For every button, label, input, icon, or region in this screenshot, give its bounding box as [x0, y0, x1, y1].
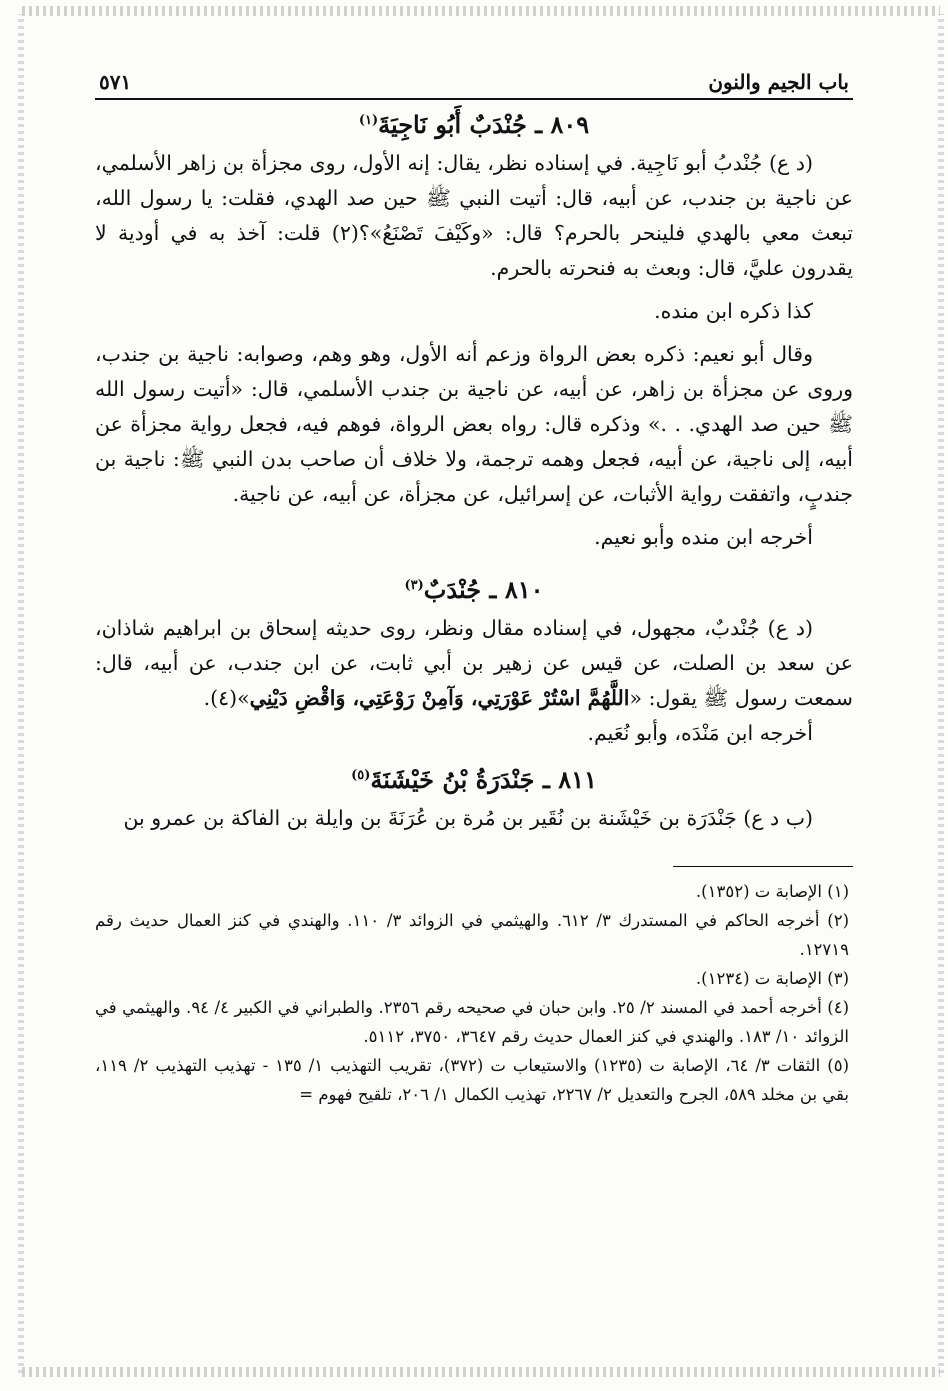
footnotes	[95, 877, 853, 1109]
page-border-right	[938, 14, 944, 1373]
text-line: رسول الله ﷺ حين صد الهدي. . .» وذكره قال: رواه بعض الرواة، فوهم فيه، فجعل رواية	[95, 377, 853, 436]
footnote-4: (٤) أخرجه أحمد في المسند ٢/ ٢٥. وابن حبان في صحيحه رقم ٢٣٥٦. والطبراني في الكبير ٤/ ٩٤. والهيثمي في الزوائد ١٠/ ١٨٣. والهندي في كنز العمال حديث رقم ٣٦٤٧، ٣٧٥٠، ٥١١٢.	[95, 998, 850, 1046]
page-border-left	[18, 14, 24, 1373]
entry-809-paragraph-4: أخرجه ابن منده وأبو نعيم.	[594, 525, 813, 549]
text-line: الأسلمي، عن ناجية بن جندب، عن أبيه، قال: أتيت النبي ﷺ حين صد الهدي، فقلت: يا	[95, 151, 853, 210]
page-number: ٥٧١	[99, 70, 132, 94]
book-page	[95, 58, 853, 1109]
footnote-1: (١) الإصابة ت (١٣٥٢).	[695, 882, 849, 901]
entry-810-paragraph-2: أخرجه ابن مَنْدَه، وأبو نُعَيم.	[587, 721, 813, 745]
text-line: رسول الله، تبعث معي بالهدي فلينحر بالحرم؟ قال: «وكَيْفَ تَصْنَعُ»؟(٢) قلت: آخذ به في أودية	[95, 186, 853, 245]
page-border-top	[22, 6, 940, 16]
entry-810-heading	[95, 565, 853, 611]
entry-811-paragraph-1: (ب د ع) جَنْدَرَة بن خَيْشَنة بن نُقَير بن مُرة بن عُرَنَةَ بن وايلة بن الفاكة بن عمرو بن	[123, 806, 813, 830]
text-line: ناجية.	[232, 482, 281, 506]
entry-809-paragraph-3	[95, 337, 853, 512]
footnote-separator	[673, 866, 853, 867]
entry-810-title: ٨١٠ ـ جُنْدَبٌ	[423, 575, 544, 604]
text-line: عن سعد بن الصلت، عن قيس عن زهير بن أبي ثابت، عن ابن جندب، عن أبيه، قال: سمعت	[95, 651, 853, 710]
text-line: مجزأة عن أبيه، إلى ناجية، عن أبيه، فجعل وهمه ترجمة، ولا خلاف أن صاحب بدن	[95, 412, 853, 471]
text-line: جندب، وروى عن مجزأة بن زاهر، عن أبيه، عن ناجية بن جندب الأسلمي، قال: «أتيت	[95, 342, 853, 401]
text-line: (د ع) جُنْدبُ أبو نَاجِية. في إسناده نظر، يقال: إنه الأول، روى مجزأة بن زاهر	[178, 151, 813, 175]
entry-809-heading	[95, 100, 853, 146]
footnote-ref-3: (٣)	[404, 578, 424, 593]
text-line: (د ع) جُنْدبٌ، مجهول، في إسناده مقال ونظر، روى حديثه إسحاق بن ابراهيم شاذان،	[95, 616, 813, 640]
entry-811-title: ٨١١ ـ جَنْدَرَةُ بْنُ خَيْشَنَةَ	[370, 765, 597, 794]
footnote-ref-1: (١)	[358, 113, 379, 128]
page-border-bottom	[22, 1367, 940, 1377]
footnote-ref-5: (٥)	[351, 768, 371, 783]
text-line: رسول ﷺ يقول: «	[629, 686, 788, 710]
text-line: وقال أبو نعيم: ذكره بعض الرواة وزعم أنه الأول، وهو وهم، وصوابه: ناجية بن	[158, 342, 813, 366]
entry-809-title: ٨٠٩ ـ جُنْدَبٌ أَبُو نَاجِيَةَ	[378, 110, 590, 139]
footnote-5: (٥) الثقات ٣/ ٦٤، الإصابة ت (١٢٣٥) والاستيعاب ت (٣٧٢)، تقريب التهذيب ١/ ١٣٥ - تهذيب التهذيب ٢/ ١١٩، بقي بن مخلد ٥٨٩، الجرح والتعديل ٢/ ٢٢٦٧، تهذيب الكمال ١/ ٢٠٦، تلقيح فهوم =	[95, 1056, 849, 1104]
entry-810-paragraph-1	[95, 611, 853, 716]
text-line: »(٤).	[203, 686, 250, 710]
text-line: النبي ﷺ: ناجية بن جندبٍ، واتفقت رواية الأثبات، عن إسرائيل، عن مجزأة، عن أبيه، عن	[95, 447, 853, 506]
footnote-2: (٢) أخرجه الحاكم في المستدرك ٣/ ٦١٢. والهيثمي في الزوائد ٣/ ١١٠. والهندي في كنز العمال حديث رقم ١٢٧١٩.	[95, 911, 849, 959]
chapter-title: باب الجيم والنون	[708, 70, 849, 94]
entry-809-paragraph-2: كذا ذكره ابن منده.	[654, 299, 813, 323]
footnote-3: (٣) الإصابة ت (١٢٣٤).	[695, 969, 849, 988]
entry-811-heading	[95, 755, 853, 801]
entry-809-paragraph-1	[95, 146, 853, 286]
prophetic-supplication: اللَّهُمَّ اسْتُرْ عَوْرَتِي، وَآمِنْ رَوْعَتِي، وَاقْضِ دَيْنِي	[249, 686, 630, 710]
text-line: لا يقدرون عليَّ، قال: وبعث به فنحرته بالحرم.	[95, 221, 853, 280]
running-header	[95, 58, 853, 100]
